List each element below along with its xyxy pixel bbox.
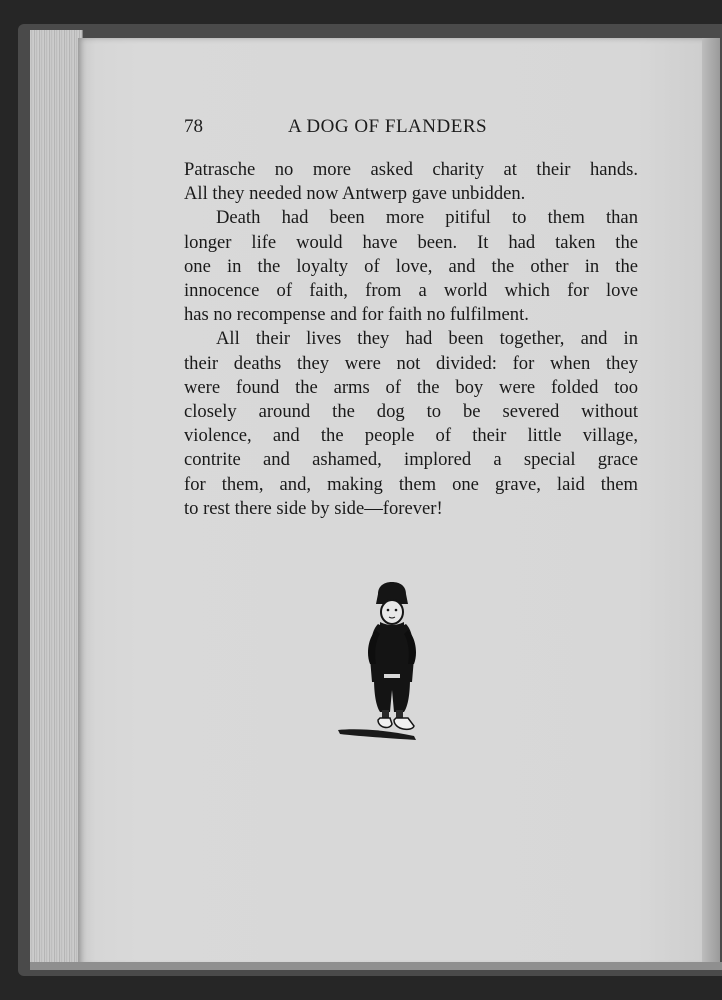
text-line: Patrasche no more asked charity at their hands. [184,159,638,180]
text-line: were found the arms of the boy were folded too [184,376,638,398]
page-edges [30,30,83,964]
text-line: contrite and ashamed, implored a special grace [184,449,638,471]
text-line: innocence of faith, from a world which for love [184,280,638,302]
text-line: closely around the dog to be severed without [184,401,638,423]
text-line: to rest there side by side—forever! [184,497,443,519]
running-head: A DOG OF FLANDERS [288,116,488,137]
page-right-edge [702,38,720,968]
paragraph-1 [184,158,638,206]
text-line: one in the loyalty of love, and the other in the [184,255,638,277]
paragraph-3 [184,327,638,521]
body-text [184,158,638,521]
text-line: Death had been more pitiful to them than [216,207,638,229]
boy-standing-figure-icon [336,578,448,744]
text-line: All they needed now Antwerp gave unbidden. [184,183,526,205]
text-line: longer life would have been. It had taken the [184,231,638,253]
text-line: their deaths they were not divided: for when they [184,352,638,374]
page-bottom-edge [30,962,722,970]
paragraph-2 [184,206,638,327]
page-number: 78 [184,116,203,137]
text-line: violence, and the people of their little village, [184,425,638,447]
text-line: for them, and, making them one grave, laid them [184,473,638,495]
page-header [184,116,634,142]
text-line: All their lives they had been together, and in [216,328,638,350]
text-line: has no recompense and for faith no fulfilment. [184,304,529,326]
